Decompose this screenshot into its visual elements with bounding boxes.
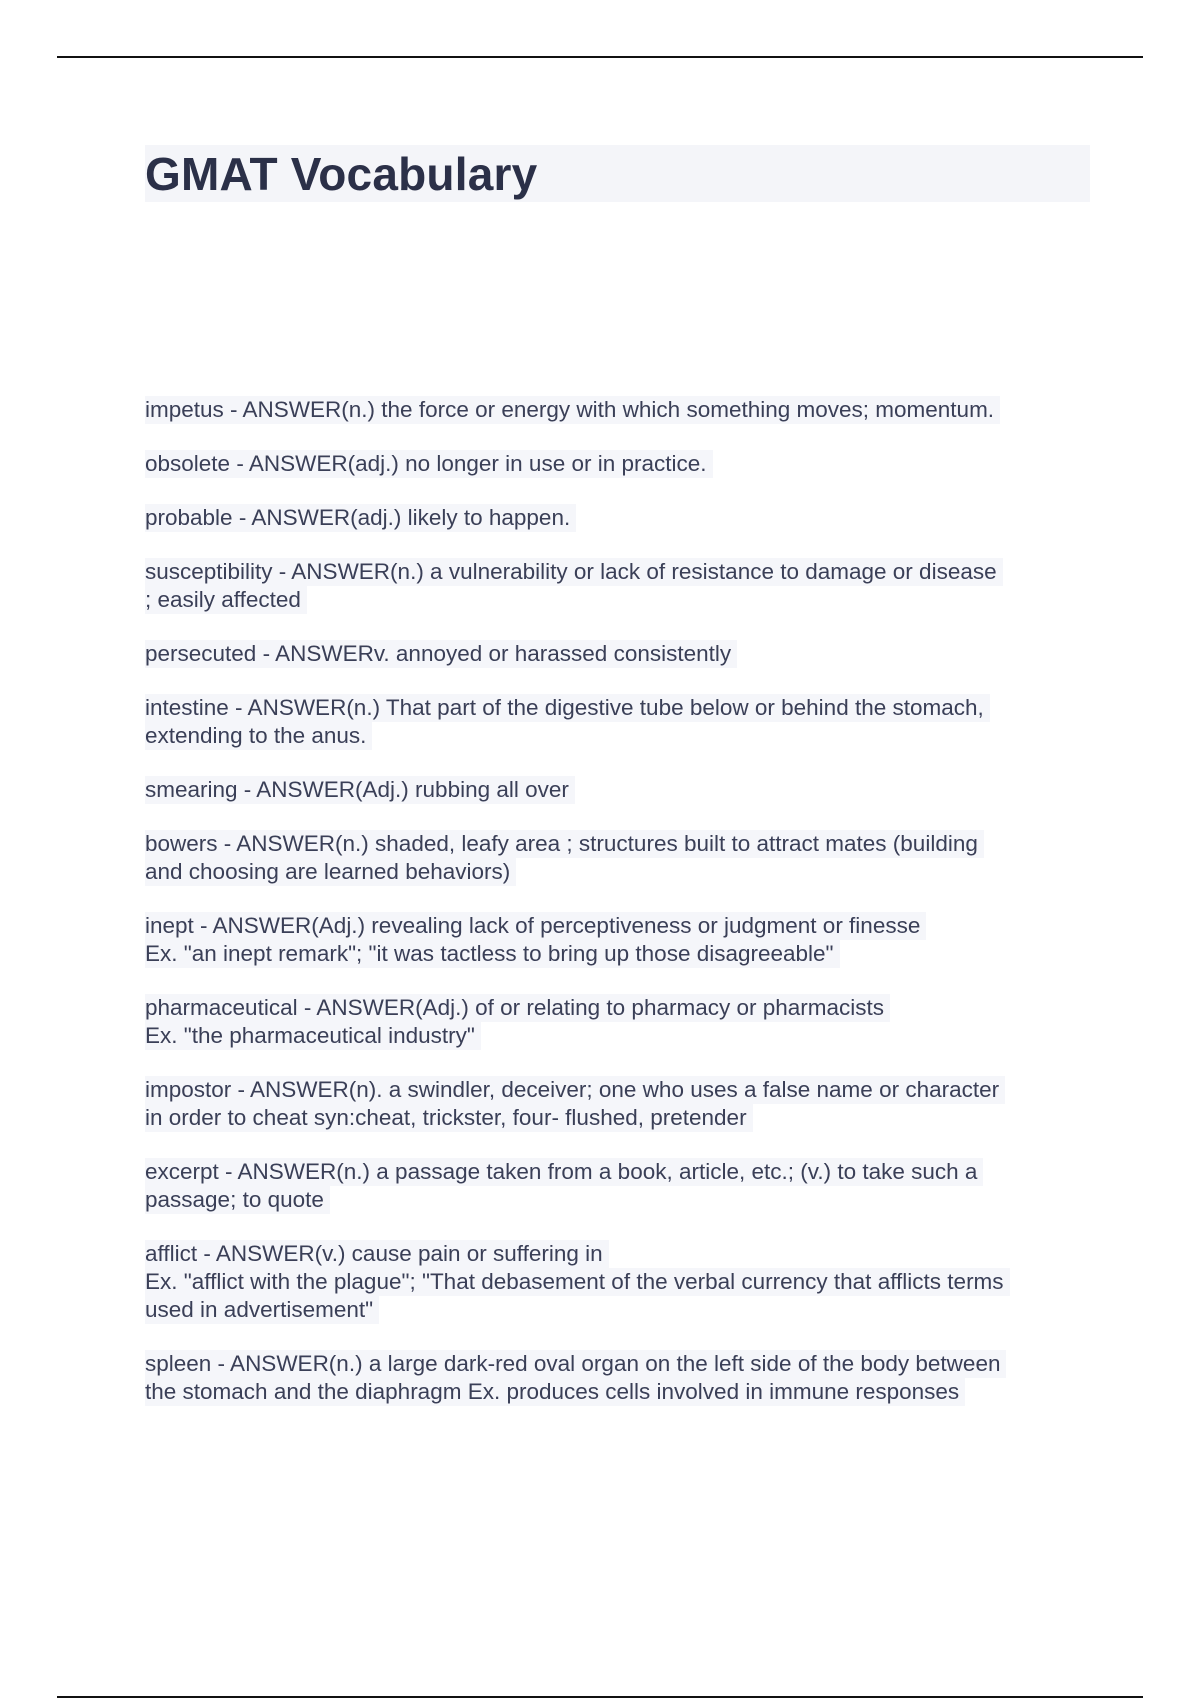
bottom-rule bbox=[57, 1696, 1143, 1698]
entry-line: Ex. "an inept remark"; "it was tactless to bring up those disagreeable" bbox=[145, 940, 840, 968]
vocab-entry bbox=[145, 830, 1090, 886]
entry-line: intestine - ANSWER(n.) That part of the digestive tube below or behind the stomach, bbox=[145, 694, 990, 722]
entry-line: impetus - ANSWER(n.) the force or energy with which something moves; momentum. bbox=[145, 396, 1000, 424]
entry-line: susceptibility - ANSWER(n.) a vulnerability or lack of resistance to damage or disease bbox=[145, 558, 1003, 586]
entry-line: Ex. "the pharmaceutical industry" bbox=[145, 1022, 481, 1050]
entry-line: impostor - ANSWER(n). a swindler, deceiver; one who uses a false name or character bbox=[145, 1076, 1005, 1104]
vocab-entry bbox=[145, 912, 1090, 968]
vocab-entry bbox=[145, 1076, 1090, 1132]
entry-line: and choosing are learned behaviors) bbox=[145, 858, 516, 886]
entry-line: excerpt - ANSWER(n.) a passage taken from a book, article, etc.; (v.) to take such a bbox=[145, 1158, 983, 1186]
vocab-entry bbox=[145, 450, 1090, 478]
vocab-entry bbox=[145, 694, 1090, 750]
page-title: GMAT Vocabulary bbox=[145, 148, 538, 200]
vocab-entry bbox=[145, 1240, 1090, 1324]
entry-line: passage; to quote bbox=[145, 1186, 330, 1214]
vocab-entry bbox=[145, 776, 1090, 804]
vocab-entry bbox=[145, 504, 1090, 532]
entry-line: smearing - ANSWER(Adj.) rubbing all over bbox=[145, 776, 575, 804]
vocab-entry bbox=[145, 1350, 1090, 1406]
entry-line: persecuted - ANSWERv. annoyed or harassed consistently bbox=[145, 640, 737, 668]
vocab-entry bbox=[145, 994, 1090, 1050]
entry-line: obsolete - ANSWER(adj.) no longer in use or in practice. bbox=[145, 450, 713, 478]
entry-line: in order to cheat syn:cheat, trickster, four- flushed, pretender bbox=[145, 1104, 753, 1132]
vocab-entry bbox=[145, 396, 1090, 424]
entry-line: probable - ANSWER(adj.) likely to happen. bbox=[145, 504, 576, 532]
entry-line: the stomach and the diaphragm Ex. produces cells involved in immune responses bbox=[145, 1378, 965, 1406]
entry-line: inept - ANSWER(Adj.) revealing lack of perceptiveness or judgment or finesse bbox=[145, 912, 926, 940]
top-rule bbox=[57, 56, 1143, 58]
vocab-entry bbox=[145, 640, 1090, 668]
entry-line: pharmaceutical - ANSWER(Adj.) of or relating to pharmacy or pharmacists bbox=[145, 994, 890, 1022]
vocabulary-list bbox=[145, 396, 1090, 1432]
entry-line: used in advertisement" bbox=[145, 1296, 379, 1324]
entry-line: Ex. "afflict with the plague"; "That debasement of the verbal currency that afflicts terms bbox=[145, 1268, 1010, 1296]
entry-line: spleen - ANSWER(n.) a large dark-red oval organ on the left side of the body between bbox=[145, 1350, 1006, 1378]
entry-line: afflict - ANSWER(v.) cause pain or suffering in bbox=[145, 1240, 609, 1268]
vocab-entry bbox=[145, 558, 1090, 614]
entry-line: ; easily affected bbox=[145, 586, 307, 614]
entry-line: bowers - ANSWER(n.) shaded, leafy area ; structures built to attract mates (building bbox=[145, 830, 984, 858]
entry-line: extending to the anus. bbox=[145, 722, 372, 750]
vocab-entry bbox=[145, 1158, 1090, 1214]
